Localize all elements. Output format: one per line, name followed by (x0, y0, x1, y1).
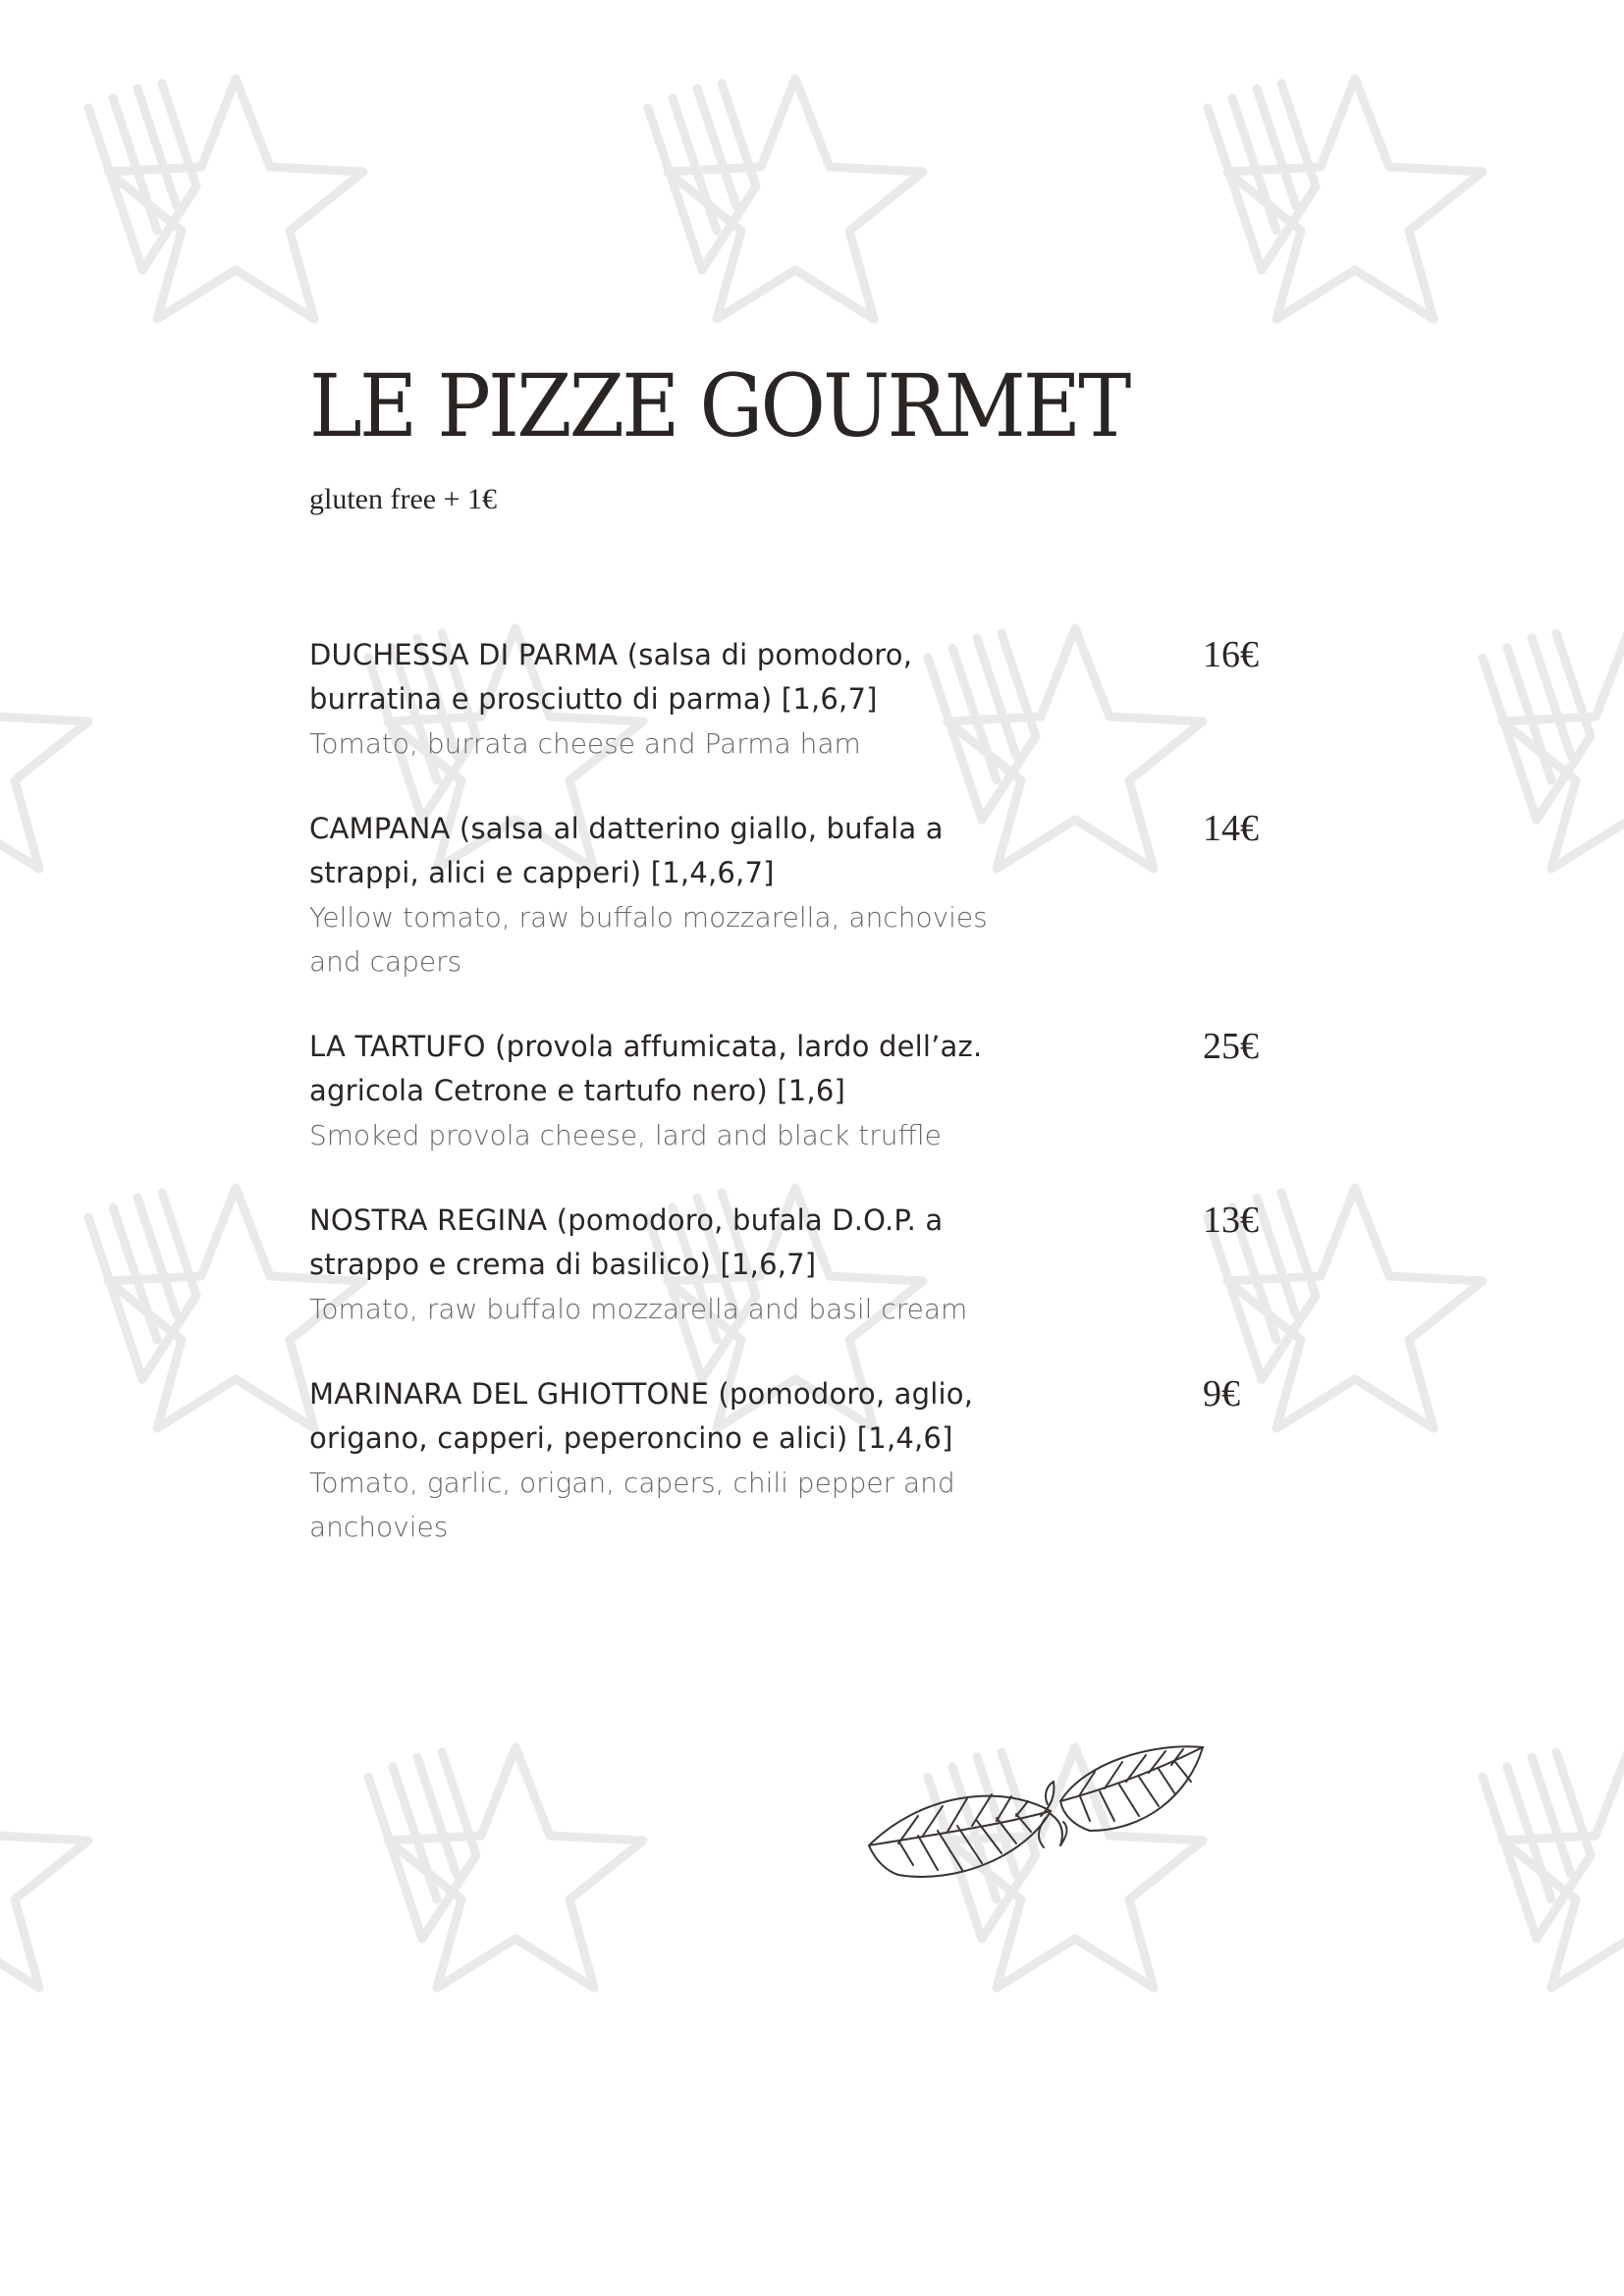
fork-star-icon (0, 609, 167, 1001)
watermark (1443, 1728, 1624, 2120)
header (309, 355, 1291, 516)
menu-item-price: 9€ (1203, 1373, 1240, 1415)
basil-leaves-icon (859, 1737, 1213, 1914)
menu-item-description: Smoked provola cheese, lard and black truffle (309, 1119, 942, 1151)
menu-item-description: Tomato, burrata cheese and Parma ham (309, 727, 861, 760)
menu-item-name: MARINARA DEL GHIOTTONE (pomodoro, aglio, origano, capperi, peperoncino e alici) [1,4,6] (309, 1377, 974, 1455)
menu-item-name: DUCHESSA DI PARMA (salsa di pomodoro, burratina e prosciutto di parma) [1,6,7] (309, 638, 913, 716)
fork-star-icon (329, 1728, 722, 2120)
menu-item (309, 1372, 1291, 1549)
menu-item-price: 13€ (1203, 1200, 1259, 1241)
watermark (0, 609, 167, 1001)
menu-item-description: Yellow tomato, raw buffalo mozzarella, anchovies and capers (309, 901, 988, 978)
menu-item-description: Tomato, garlic, origan, capers, chili pepper and anchovies (309, 1467, 955, 1543)
watermark (1443, 609, 1624, 1001)
menu-item (309, 807, 1291, 984)
page-title: LE PIZZE GOURMET (309, 355, 1129, 456)
fork-star-icon (0, 1728, 167, 2120)
menu-item-name: NOSTRA REGINA (pomodoro, bufala D.O.P. a strappo e crema di basilico) [1,6,7] (309, 1203, 944, 1281)
fork-star-icon (1443, 1728, 1624, 2120)
menu-item (309, 1025, 1291, 1157)
menu-item-price: 16€ (1203, 634, 1259, 675)
watermark (0, 1728, 167, 2120)
gluten-free-note: gluten free + 1€ (309, 483, 498, 515)
fork-star-icon (1443, 609, 1624, 1001)
menu-item (309, 1199, 1291, 1331)
menu-item-description: Tomato, raw buffalo mozzarella and basil cream (309, 1293, 968, 1325)
menu-item (309, 633, 1291, 766)
menu-list (309, 633, 1291, 1590)
menu-item-price: 25€ (1203, 1026, 1259, 1067)
menu-item-name: CAMPANA (salsa al datterino giallo, bufala a strappi, alici e capperi) [1,4,6,7] (309, 812, 944, 889)
menu-item-name: LA TARTUFO (provola affumicata, lardo dell’az. agricola Cetrone e tartufo nero) [1,6] (309, 1030, 983, 1107)
menu-item-price: 14€ (1203, 808, 1259, 849)
watermark (329, 1728, 722, 2120)
